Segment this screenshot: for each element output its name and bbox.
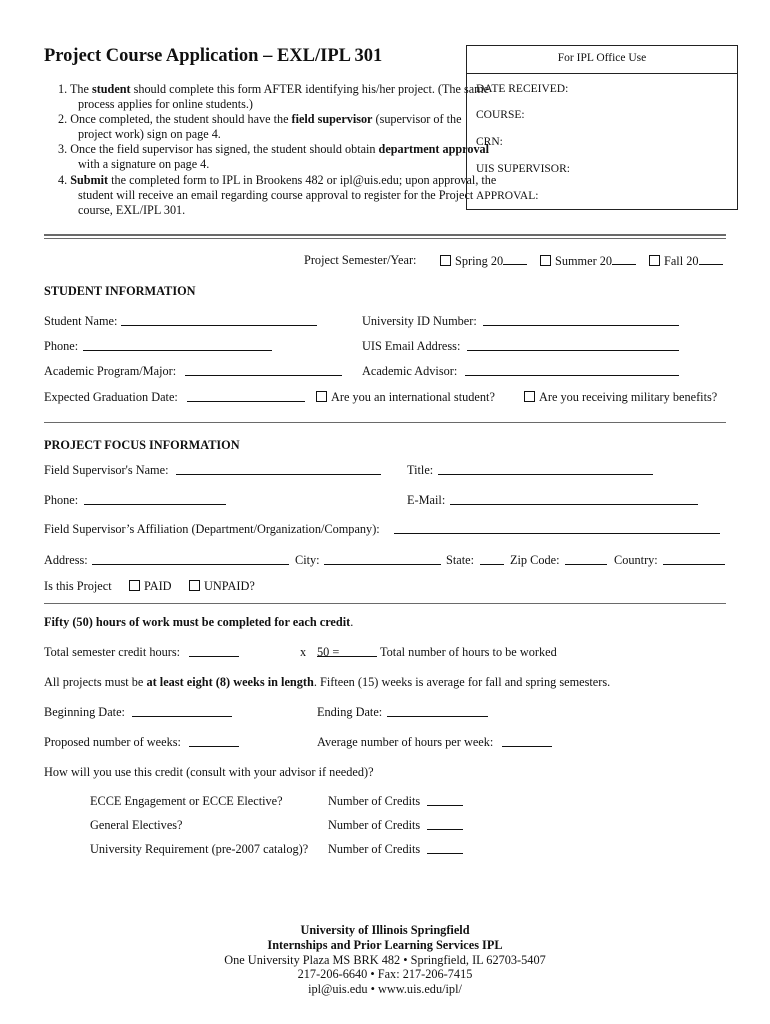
- footer-web: ipl@uis.edu • www.uis.edu/ipl/: [308, 982, 462, 997]
- state-line[interactable]: [480, 553, 504, 565]
- instruction-item: 2. Once completed, the student should have the field supervisor (supervisor of the project work) sign on page 4.: [58, 112, 462, 142]
- hours-rule: Fifty (50) hours of work must be completed for each credit.: [44, 615, 354, 629]
- affiliation-line[interactable]: [394, 522, 720, 534]
- supervisor-email-line[interactable]: [450, 493, 698, 505]
- beginning-date-label: Beginning Date:: [44, 705, 125, 719]
- spring-checkbox[interactable]: [440, 255, 451, 266]
- paid-checkbox[interactable]: [129, 580, 140, 591]
- fall-option[interactable]: Fall 20: [649, 253, 723, 269]
- ending-date-line[interactable]: [387, 705, 488, 717]
- credit-use-label: ECCE Engagement or ECCE Elective?: [90, 794, 283, 808]
- avg-hours-line[interactable]: [502, 735, 552, 747]
- office-use-box: [466, 45, 738, 210]
- fall-checkbox[interactable]: [649, 255, 660, 266]
- affiliation-label: Field Supervisor’s Affiliation (Department/Organization/Company):: [44, 522, 380, 536]
- credit-count-label: Number of Credits: [328, 842, 421, 856]
- supervisor-name-label: Field Supervisor's Name:: [44, 463, 169, 477]
- credit-count-label: Number of Credits: [328, 818, 421, 832]
- summer-checkbox[interactable]: [540, 255, 551, 266]
- section-divider: [44, 422, 726, 423]
- state-label: State:: [446, 553, 475, 567]
- credit-count-line[interactable]: [427, 818, 463, 830]
- academic-program-line[interactable]: [185, 364, 342, 376]
- total-hours-line[interactable]: [317, 645, 377, 657]
- proposed-weeks-label: Proposed number of weeks:: [44, 735, 181, 749]
- instruction-item: 4. Submit the completed form to IPL in Brookens 482 or ipl@uis.edu; upon approval, the student will receive an email regarding course approval to register for the Project course, EXL/IPL 301.: [58, 172, 497, 217]
- spring-option[interactable]: Spring 20: [440, 253, 527, 269]
- approval-field[interactable]: APPROVAL:: [476, 190, 539, 202]
- address-label: Address:: [44, 553, 88, 567]
- supervisor-title-line[interactable]: [438, 463, 653, 475]
- student-phone-line[interactable]: [83, 339, 272, 351]
- summer-option[interactable]: Summer 20: [540, 253, 636, 269]
- student-name-label: Student Name:: [44, 314, 118, 328]
- credit-use-question: How will you use this credit (consult with your advisor if needed)?: [44, 765, 374, 779]
- graduation-date-line[interactable]: [187, 390, 305, 402]
- graduation-date-label: Expected Graduation Date:: [44, 390, 178, 404]
- student-name-line[interactable]: [121, 314, 317, 326]
- zip-line[interactable]: [565, 553, 607, 565]
- date-received-field[interactable]: DATE RECEIVED:: [476, 83, 569, 95]
- page-title: Project Course Application – EXL/IPL 301: [44, 46, 383, 66]
- footer-phone: 217-206-6640 • Fax: 217-206-7415: [297, 967, 473, 982]
- academic-advisor-line[interactable]: [465, 364, 679, 376]
- summer-year-line[interactable]: [612, 253, 636, 265]
- supervisor-email-label: E-Mail:: [407, 493, 446, 507]
- proposed-weeks-line[interactable]: [189, 735, 239, 747]
- length-requirement: All projects must be at least eight (8) weeks in length. Fifteen (15) weeks is average for fall and spring semesters.: [44, 675, 611, 689]
- fifty-equals-label: 50 =: [317, 645, 340, 659]
- credit-count-line[interactable]: [427, 794, 463, 806]
- footer-address: One University Plaza MS BRK 482 • Springfield, IL 62703-5407: [224, 952, 546, 967]
- supervisor-phone-label: Phone:: [44, 493, 79, 507]
- instructions-list: [44, 82, 498, 218]
- student-info-heading: STUDENT INFORMATION: [44, 284, 196, 298]
- office-use-divider: [467, 73, 737, 74]
- fifty-equals: [292, 645, 298, 660]
- avg-hours-label: Average number of hours per week:: [317, 735, 494, 749]
- ending-date-label: Ending Date:: [317, 705, 383, 719]
- footer-university: University of Illinois Springfield: [300, 923, 470, 937]
- unpaid-checkbox[interactable]: [189, 580, 200, 591]
- office-use-heading: For IPL Office Use: [557, 52, 647, 64]
- uis-email-line[interactable]: [467, 339, 679, 351]
- address-line[interactable]: [92, 553, 289, 565]
- times-sign: x: [300, 645, 307, 659]
- unpaid-option[interactable]: UNPAID?: [189, 579, 255, 594]
- section-divider: [44, 234, 726, 239]
- instruction-item: 3. Once the field supervisor has signed, the student should obtain department approval with a signature on page 4.: [58, 142, 490, 172]
- academic-program-label: Academic Program/Major:: [44, 364, 177, 378]
- paid-question-label: Is this Project: [44, 579, 112, 593]
- uis-email-label: UIS Email Address:: [362, 339, 461, 353]
- course-field[interactable]: COURSE:: [476, 109, 525, 121]
- academic-advisor-label: Academic Advisor:: [362, 364, 458, 378]
- university-id-label: University ID Number:: [362, 314, 477, 328]
- country-line[interactable]: [663, 553, 725, 565]
- supervisor-phone-line[interactable]: [84, 493, 226, 505]
- military-option[interactable]: Are you receiving military benefits?: [524, 390, 717, 405]
- credit-count-label: Number of Credits: [328, 794, 421, 808]
- section-divider: [44, 603, 726, 604]
- supervisor-title-label: Title:: [407, 463, 434, 477]
- city-line[interactable]: [324, 553, 441, 565]
- zip-label: Zip Code:: [510, 553, 560, 567]
- credit-hours-line[interactable]: [189, 645, 239, 657]
- paid-option[interactable]: PAID: [129, 579, 172, 594]
- project-focus-heading: PROJECT FOCUS INFORMATION: [44, 438, 240, 452]
- spring-year-line[interactable]: [503, 253, 527, 265]
- semester-label: Project Semester/Year:: [304, 253, 417, 267]
- country-label: Country:: [614, 553, 658, 567]
- uis-supervisor-field[interactable]: UIS SUPERVISOR:: [476, 163, 570, 175]
- total-hours-label: Total number of hours to be worked: [380, 645, 557, 659]
- crn-field[interactable]: CRN:: [476, 136, 503, 148]
- student-phone-label: Phone:: [44, 339, 79, 353]
- supervisor-name-line[interactable]: [176, 463, 381, 475]
- credit-count-line[interactable]: [427, 842, 463, 854]
- military-checkbox[interactable]: [524, 391, 535, 402]
- credit-use-label: University Requirement (pre-2007 catalog)?: [90, 842, 309, 856]
- credit-use-label: General Electives?: [90, 818, 183, 832]
- university-id-line[interactable]: [483, 314, 679, 326]
- instruction-item: 1. The student should complete this form AFTER identifying his/her project. (The same process applies for online students.): [58, 82, 490, 112]
- city-label: City:: [295, 553, 320, 567]
- beginning-date-line[interactable]: [132, 705, 232, 717]
- international-option[interactable]: Are you an international student?: [316, 390, 495, 405]
- credit-hours-label: Total semester credit hours:: [44, 645, 181, 659]
- international-checkbox[interactable]: [316, 391, 327, 402]
- fall-year-line[interactable]: [699, 253, 723, 265]
- footer-office: Internships and Prior Learning Services IPL: [267, 937, 503, 952]
- footer: [0, 923, 770, 997]
